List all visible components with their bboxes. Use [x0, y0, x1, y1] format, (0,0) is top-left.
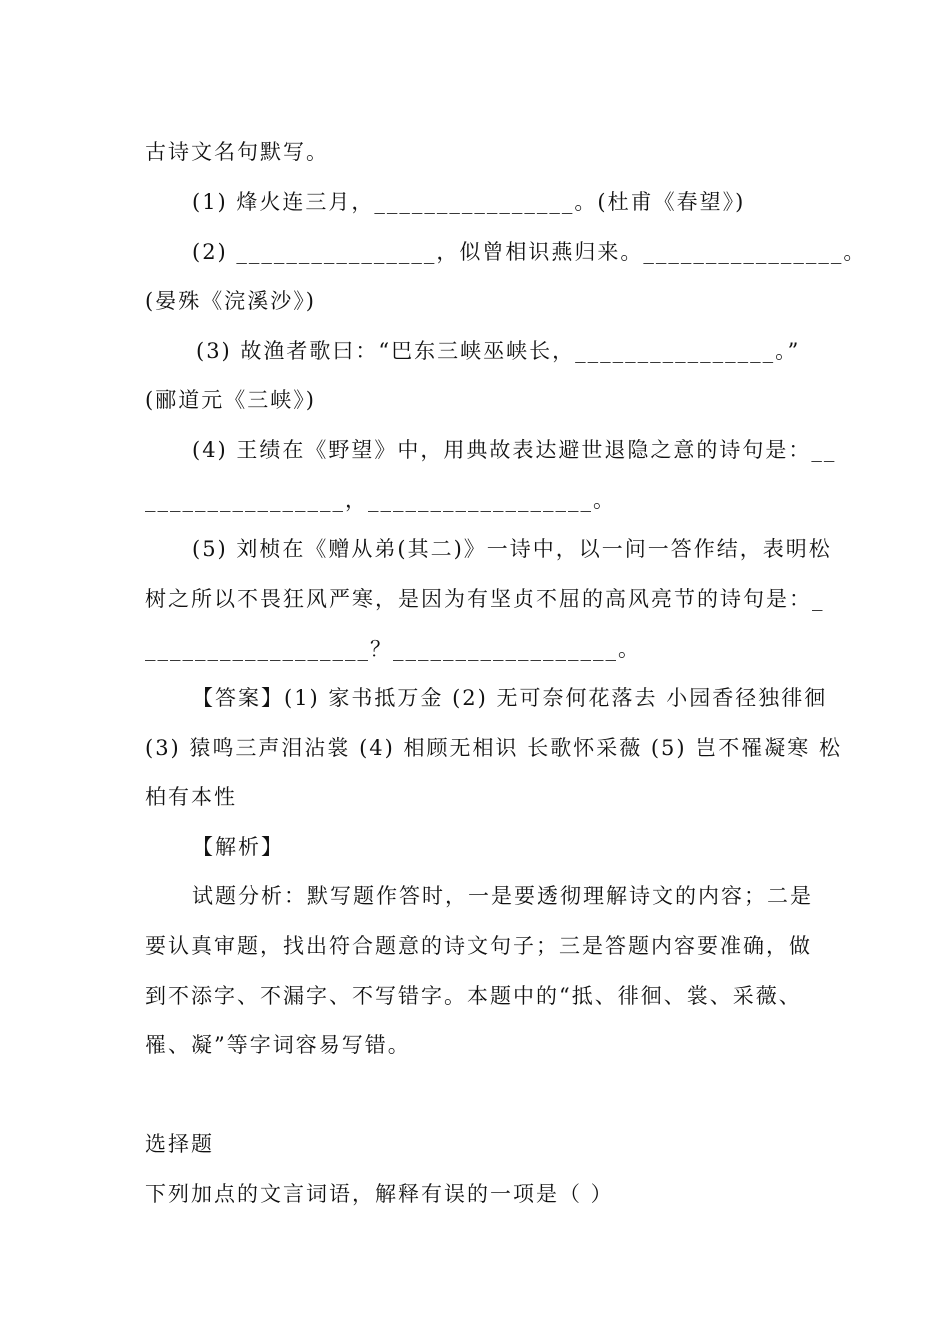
- question-5-line-1: (5) 刘桢在《赠从弟(其二)》一诗中，以一问一答作结，表明松: [192, 537, 832, 561]
- answer-line-1: 【答案】(1) 家书抵万金 (2) 无可奈何花落去 小园香径独徘徊: [192, 686, 828, 710]
- section-2-title: 选择题: [145, 1132, 214, 1156]
- choice-question: 下列加点的文言词语，解释有误的一项是（ ）: [145, 1182, 614, 1206]
- question-4-line-2: ________________，__________________。: [145, 488, 616, 512]
- question-3-line-1: (3) 故渔者歌曰：“巴东三峡巫峡长，________________。”: [196, 339, 801, 363]
- section-title: 古诗文名句默写。: [145, 140, 329, 164]
- question-5-line-3: __________________？__________________。: [145, 637, 641, 661]
- question-2-line-2: (晏殊《浣溪沙》): [145, 289, 316, 313]
- analysis-heading: 【解析】: [192, 835, 284, 859]
- analysis-line-3: 到不添字、不漏字、不写错字。本题中的“抵、徘徊、裳、采薇、: [145, 984, 802, 1008]
- answer-line-3: 柏有本性: [145, 785, 237, 809]
- analysis-line-4: 罹、凝”等字词容易写错。: [145, 1033, 411, 1057]
- question-5-line-2: 树之所以不畏狂风严寒，是因为有坚贞不屈的高风亮节的诗句是：_: [145, 587, 825, 611]
- answer-line-2: (3) 猿鸣三声泪沾裳 (4) 相顾无相识 长歌怀采薇 (5) 岂不罹凝寒 松: [145, 736, 842, 760]
- analysis-line-2: 要认真审题，找出符合题意的诗文句子；三是答题内容要准确，做: [145, 934, 812, 958]
- question-4-line-1: (4) 王绩在《野望》中，用典故表达避世退隐之意的诗句是：__: [192, 438, 837, 462]
- question-2-line-1: (2) ________________，似曾相识燕归来。________________。: [192, 240, 867, 264]
- question-1: (1) 烽火连三月，________________。(杜甫《春望》): [192, 190, 746, 214]
- analysis-line-1: 试题分析：默写题作答时，一是要透彻理解诗文的内容；二是: [192, 884, 813, 908]
- question-3-line-2: (郦道元《三峡》): [145, 388, 316, 412]
